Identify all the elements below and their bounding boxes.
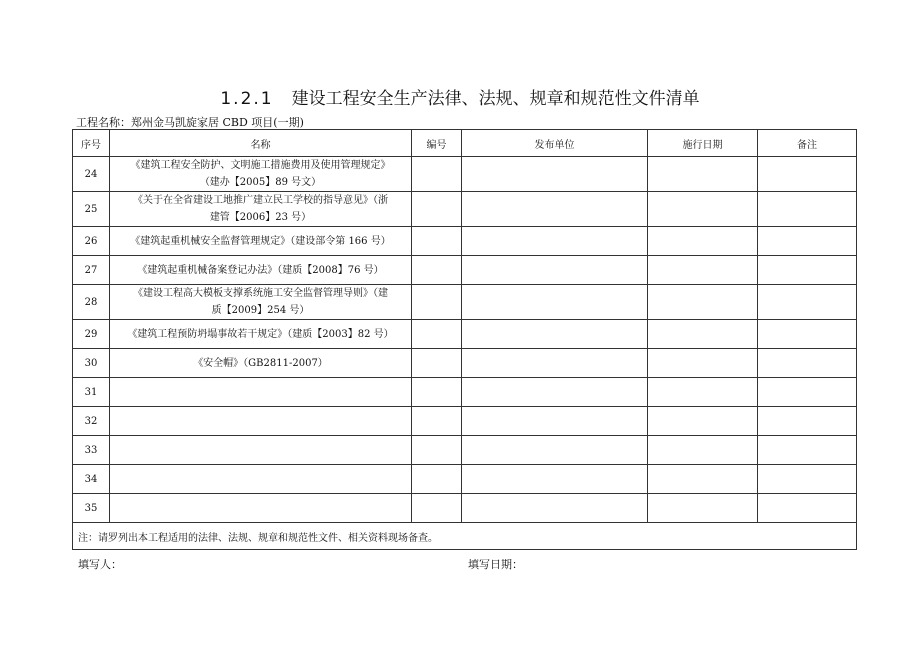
row-publisher [462,407,648,436]
project-name: 工程名称：郑州金马凯旋家居 CBD 项目(一期) [76,116,304,129]
row-code [412,227,462,256]
header-publisher: 发布单位 [462,130,648,157]
row-remarks [758,227,857,256]
row-date [648,378,758,407]
table-row [73,192,857,227]
row-code [412,465,462,494]
row-date [648,256,758,285]
table-row [73,378,857,407]
row-code [412,320,462,349]
fill-date-label: 填写日期： [468,558,523,571]
row-name [110,407,412,436]
row-publisher [462,285,648,320]
row-remarks [758,256,857,285]
row-remarks [758,192,857,227]
row-code [412,285,462,320]
row-publisher [462,349,648,378]
row-publisher [462,436,648,465]
row-date [648,465,758,494]
table-row [73,157,857,192]
row-publisher [462,192,648,227]
row-name [110,157,412,192]
row-name [110,465,412,494]
header-remarks: 备注 [758,130,857,157]
row-date [648,285,758,320]
row-date [648,436,758,465]
table-row [73,494,857,523]
row-name: 《建筑起重机械备案登记办法》（建质【2008】76 号） [110,256,412,285]
row-seq: 35 [73,494,110,523]
row-code [412,378,462,407]
row-date [648,157,758,192]
row-seq: 24 [73,157,110,192]
table-row [73,320,857,349]
row-code [412,407,462,436]
table-row [73,349,857,378]
row-date [648,407,758,436]
row-name-line2: （建办【2005】89 号文） [199,177,322,188]
row-name-line1: 《关于在全省建设工地推广建立民工学校的指导意见》（浙 [133,195,388,206]
row-remarks [758,378,857,407]
row-name [110,494,412,523]
row-date [648,227,758,256]
row-name: 《建筑起重机械安全监督管理规定》（建设部令第 166 号） [110,227,412,256]
row-publisher [462,378,648,407]
row-publisher [462,157,648,192]
row-date [648,192,758,227]
note-text: 注：请罗列出本工程适用的法律、法规、规章和规范性文件、相关资料现场备查。 [73,523,857,550]
header-effective-date: 施行日期 [648,130,758,157]
table-header-row [73,130,857,157]
row-name-line2: 质【2009】254 号） [211,305,310,316]
row-seq: 30 [73,349,110,378]
row-code [412,157,462,192]
row-name-line2: 建管【2006】23 号） [209,212,312,223]
note-row [73,523,857,550]
row-remarks [758,407,857,436]
row-date [648,320,758,349]
header-name: 名称 [110,130,412,157]
row-remarks [758,157,857,192]
row-remarks [758,436,857,465]
title-text: 建设工程安全生产法律、法规、规章和规范性文件清单 [291,89,700,109]
row-seq: 33 [73,436,110,465]
row-seq: 28 [73,285,110,320]
table-row [73,465,857,494]
regulation-table [72,129,857,550]
header-code: 编号 [412,130,462,157]
row-seq: 34 [73,465,110,494]
page-title [0,84,920,109]
filler-label: 填写人： [78,558,122,571]
table-row [73,285,857,320]
row-name-line1: 《建筑工程安全防护、文明施工措施费用及使用管理规定》 [130,160,391,171]
row-remarks [758,349,857,378]
table-row [73,227,857,256]
row-seq: 25 [73,192,110,227]
table-row [73,436,857,465]
row-code [412,349,462,378]
row-date [648,494,758,523]
row-remarks [758,494,857,523]
section-number: 1.2.1 [220,89,274,109]
table-row [73,256,857,285]
row-publisher [462,465,648,494]
row-name-line1: 《建设工程高大模板支撑系统施工安全监督管理导则》（建 [133,288,388,299]
row-publisher [462,227,648,256]
row-code [412,256,462,285]
row-date [648,349,758,378]
row-seq: 29 [73,320,110,349]
row-name [110,285,412,320]
row-name: 《安全帽》（GB2811-2007） [110,349,412,378]
row-name [110,192,412,227]
table-row [73,407,857,436]
row-code [412,494,462,523]
row-remarks [758,465,857,494]
row-seq: 27 [73,256,110,285]
row-name [110,436,412,465]
row-publisher [462,494,648,523]
row-name [110,378,412,407]
header-seq: 序号 [73,130,110,157]
row-code [412,436,462,465]
row-publisher [462,320,648,349]
row-name: 《建筑工程预防坍塌事故若干规定》（建质【2003】82 号） [110,320,412,349]
row-publisher [462,256,648,285]
row-seq: 32 [73,407,110,436]
row-remarks [758,285,857,320]
row-seq: 31 [73,378,110,407]
row-seq: 26 [73,227,110,256]
row-remarks [758,320,857,349]
row-code [412,192,462,227]
